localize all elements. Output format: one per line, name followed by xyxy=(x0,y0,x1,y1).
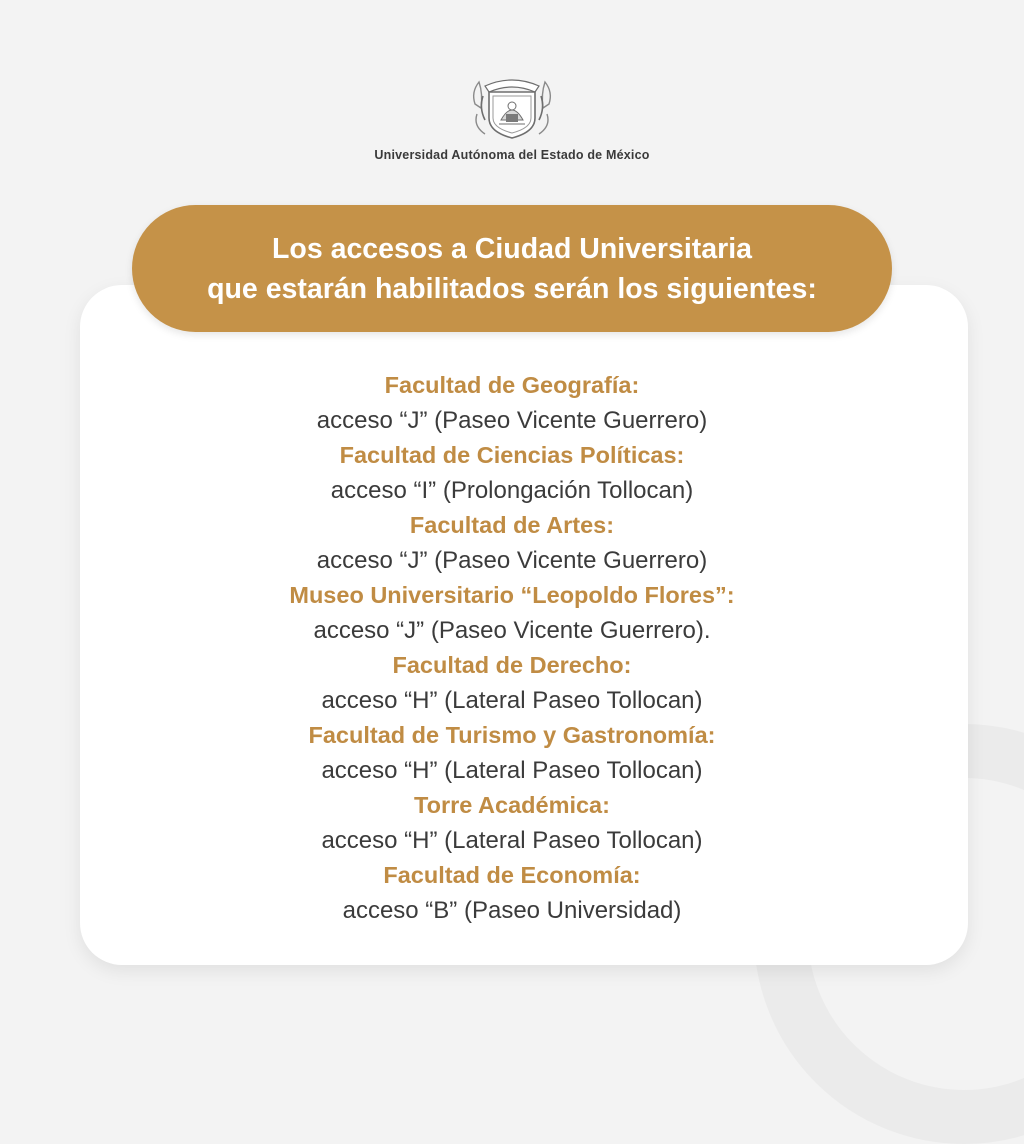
list-item xyxy=(80,578,944,648)
place-name: Facultad de Derecho: xyxy=(392,652,632,678)
list-item xyxy=(80,368,944,438)
list-item xyxy=(80,858,944,928)
list-item xyxy=(80,438,944,508)
access-info: acceso “B” (Paseo Universidad) xyxy=(342,897,682,924)
access-info: acceso “I” (Prolongación Tollocan) xyxy=(330,477,694,504)
access-info: acceso “H” (Lateral Paseo Tollocan) xyxy=(321,687,703,714)
title-line-1: Los accesos a Ciudad Universitaria xyxy=(272,232,752,265)
place-name: Facultad de Ciencias Políticas: xyxy=(339,442,685,468)
place-name: Torre Académica: xyxy=(414,792,610,818)
list-item xyxy=(80,718,944,788)
access-list xyxy=(80,368,944,928)
place-name: Facultad de Artes: xyxy=(409,512,615,538)
place-name: Facultad de Turismo y Gastronomía: xyxy=(308,722,716,748)
access-info: acceso “J” (Paseo Vicente Guerrero) xyxy=(316,547,708,574)
place-name: Facultad de Economía: xyxy=(383,862,641,888)
place-name: Facultad de Geografía: xyxy=(384,372,640,398)
access-info: acceso “J” (Paseo Vicente Guerrero) xyxy=(316,407,708,434)
title-banner xyxy=(132,205,892,332)
list-item xyxy=(80,648,944,718)
access-info: acceso “H” (Lateral Paseo Tollocan) xyxy=(321,827,703,854)
place-name: Museo Universitario “Leopoldo Flores”: xyxy=(289,582,735,608)
title-line-2: que estarán habilitados serán los siguientes: xyxy=(207,272,817,305)
access-info: acceso “J” (Paseo Vicente Guerrero). xyxy=(313,617,711,644)
uaemex-seal-icon xyxy=(469,74,555,142)
access-info: acceso “H” (Lateral Paseo Tollocan) xyxy=(321,757,703,784)
header xyxy=(0,74,1024,162)
list-item xyxy=(80,508,944,578)
list-item xyxy=(80,788,944,858)
university-name: Universidad Autónoma del Estado de México xyxy=(374,148,650,162)
